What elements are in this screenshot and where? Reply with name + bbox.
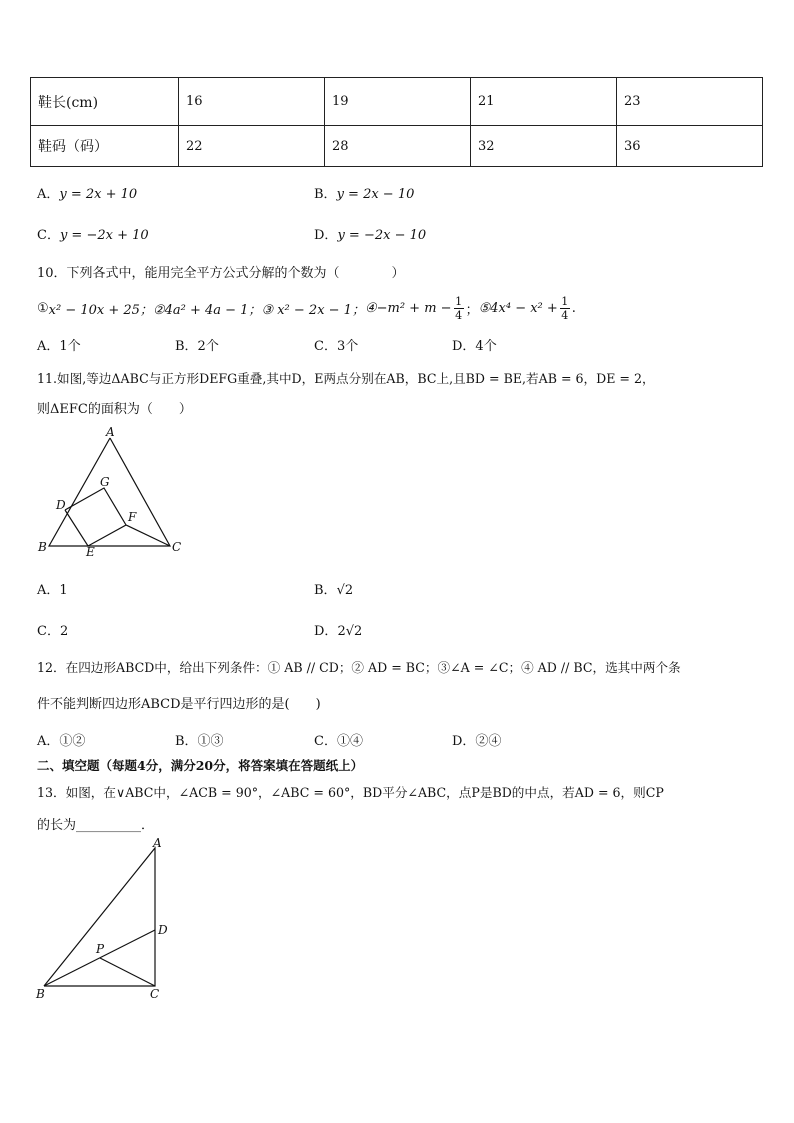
label-c: C [172,540,182,554]
q10-option-c: C．3个 [314,339,359,354]
q10-stem: 10．下列各式中，能用完全平方公式分解的个数为（ ） [37,266,405,281]
segment-fc [126,525,170,546]
label-c: C [150,987,160,1001]
q11-option-a: A．1 [37,583,68,598]
q10-expr2: ②4a² + 4a − 1； [152,302,262,318]
triangle-abc [44,848,155,986]
q10-option-b: B．2个 [175,339,219,354]
table-row [31,126,763,167]
table-cell: 28 [325,126,471,167]
q12-option-d: D．②④ [452,734,502,749]
q10-expr5-end: . [571,300,576,316]
q10-option-a: A．1个 [37,339,81,354]
label-d: D [158,923,168,937]
q10-expr3: ③ x² − 2x − 1； [261,302,365,318]
q9-option-d: D．y = −2x − 10 [314,228,427,243]
q12-option-a: A．①② [37,734,86,749]
table-row [31,78,763,126]
triangle-abc [49,438,170,546]
label-p: P [96,942,105,956]
q12-stem-line1: 12．在四边形ABCD中，给出下列条件：① AB // CD；② AD = BC；③∠A = ∠C；④ AD // BC，选其中两个条 [37,660,681,675]
q10-fraction [454,295,464,322]
q10-fraction [560,295,570,322]
q10-expr4: ④−m² + m − [364,300,452,316]
label-b: B [36,987,45,1001]
table-row-label: 鞋长(cm) [31,78,179,126]
shoe-size-table [30,77,763,167]
q13-stem-line1: 13．如图，在∨ABC中，∠ACB = 90°，∠ABC = 60°，BD平分∠ABC，点P是BD的中点，若AD = 6，则CP [37,785,664,800]
q11-option-c: C．2 [37,624,69,639]
label-e: E [86,545,95,559]
q10-expr1: x² − 10x + 25； [48,302,153,318]
table-cell: 22 [179,126,325,167]
table-cell: 16 [179,78,325,126]
q12-option-b: B．①③ [175,734,224,749]
q10-expr4-sep: ； [465,302,479,318]
q9-option-a: A．y = 2x + 10 [37,187,138,202]
q10-expr1-label: ① [37,300,49,316]
segment-pc [100,958,155,986]
table-row-label: 鞋码（码） [31,126,179,167]
label-a: A [106,425,115,439]
fraction-numerator: 1 [561,294,569,308]
q11-option-d: D．2√2 [314,624,363,639]
label-g: G [100,475,110,489]
q9-option-b: B．y = 2x − 10 [314,187,415,202]
table-cell: 23 [617,78,763,126]
section-title: 二、填空题（每题4分，满分20分，将答案填在答题纸上） [37,758,364,773]
q11-figure [30,422,200,562]
table-cell: 21 [471,78,617,126]
fraction-denominator: 4 [455,308,463,322]
label-a: A [153,836,162,850]
q12-option-c: C．①④ [314,734,363,749]
q10-expressions [37,290,576,326]
label-f: F [128,510,137,524]
q9-option-c: C．y = −2x + 10 [37,228,149,243]
fraction-numerator: 1 [455,294,463,308]
q11-stem-line2: 则ΔEFC的面积为（ ） [37,402,192,417]
q10-option-d: D．4个 [452,339,497,354]
label-d: D [56,498,66,512]
table-cell: 36 [617,126,763,167]
q10-expr5: ⑤4x⁴ − x² + [478,300,558,316]
fraction-denominator: 4 [561,308,569,322]
table-cell: 32 [471,126,617,167]
label-b: B [38,540,47,554]
q12-stem-line2: 件不能判断四边形ABCD是平行四边形的是( ) [37,697,321,712]
q13-stem-line2: 的长为__________． [37,818,155,833]
q11-option-b: B．√2 [314,583,354,598]
q13-figure [30,836,180,1006]
q11-stem-line1: 11.如图,等边ΔABC与正方形DEFG重叠,其中D，E两点分别在AB，BC上,且BD = BE,若AB = 6，DE = 2， [37,371,655,386]
table-cell: 19 [325,78,471,126]
square-defg [65,488,126,546]
